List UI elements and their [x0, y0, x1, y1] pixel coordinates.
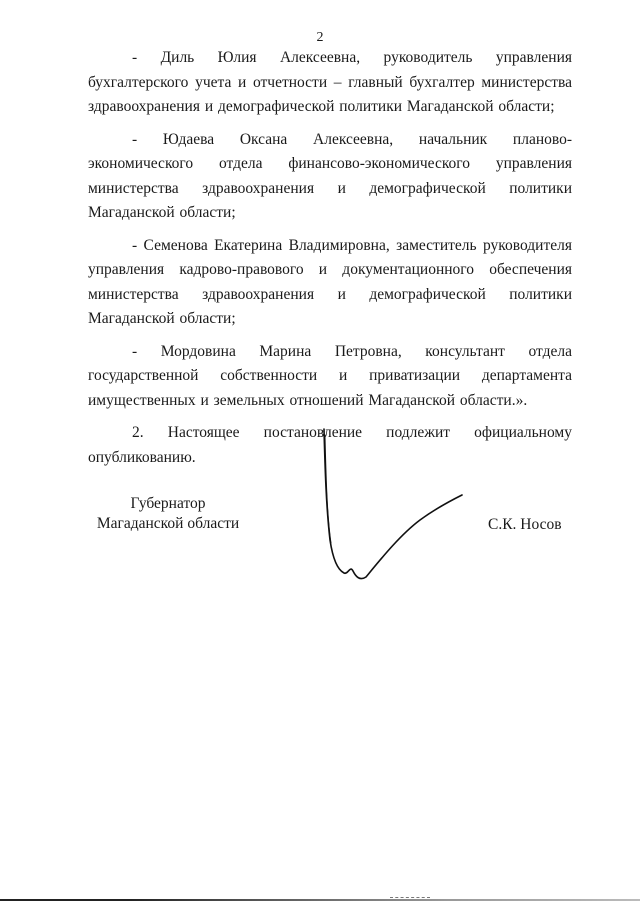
paragraph-semenova: - Семенова Екатерина Владимировна, заместитель руководителя управления кадрово-правового и документационного обеспечения министерства здравоохранения и демографической политики Магаданской области; [88, 236, 572, 327]
signatory-title-line1: Губернатор [130, 495, 206, 512]
signatory-title-line2: Магаданской области [96, 515, 240, 532]
paragraph-dil: - Диль Юлия Алексеевна, руководитель управления бухгалтерского учета и отчетности – главный бухгалтер министерства здравоохранения и демографической политики Магаданской области; [88, 49, 572, 115]
signature-stroke [324, 429, 462, 579]
signatory-name: С.К. Носов [488, 516, 562, 533]
document-body [88, 46, 572, 478]
signatory-title [88, 494, 248, 534]
handwritten-signature [300, 425, 480, 595]
scan-artifact-edge [0, 899, 640, 901]
paragraph-publication: 2. Настоящее постановление подлежит официальному опубликованию. [88, 424, 572, 466]
paragraph-mordovina: - Мордовина Марина Петровна, консультант отдела государственной собственности и приватизации департамента имущественных и земельных отношений Магаданской области.». [88, 342, 572, 409]
paragraph-yudaeva: - Юдаева Оксана Алексеевна, начальник планово-экономического отдела финансово-экономического управления министерства здравоохранения и демографической политики Магаданской области; [88, 130, 572, 221]
page-number: 2 [316, 30, 324, 45]
